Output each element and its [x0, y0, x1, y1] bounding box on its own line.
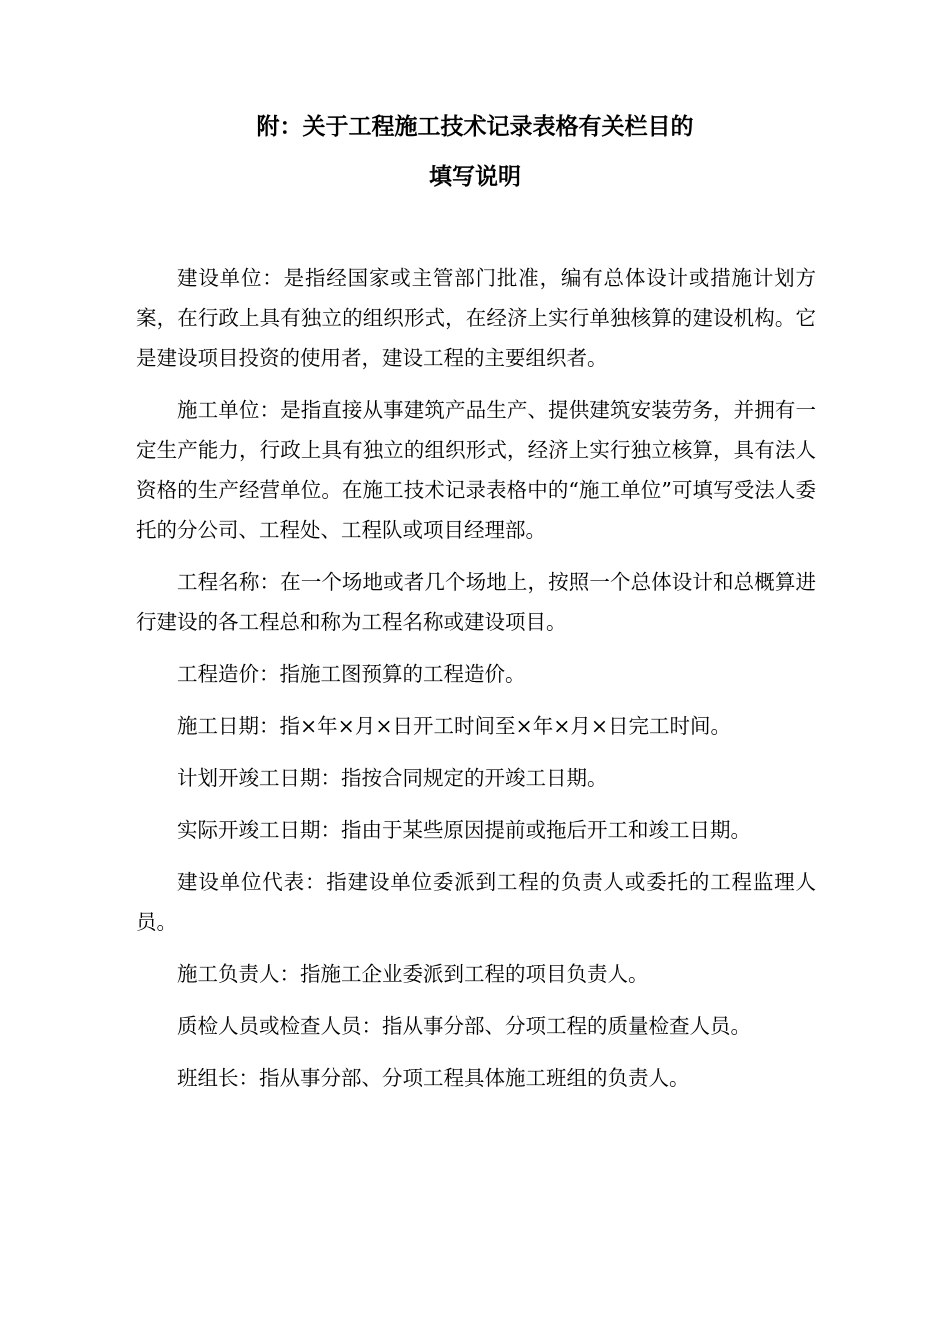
paragraph-owner-representative: 建设单位代表：指建设单位委派到工程的负责人或委托的工程监理人员。	[136, 870, 816, 934]
paragraph-contractor-unit: 施工单位：是指直接从事建筑产品生产、提供建筑安装劳务，并拥有一定生产能力，行政上具有独立的组织形式，经济上实行独立核算，具有法人资格的生产经营单位。在施工技术记录表格中的“施工单位”可填写受法人委托的分公司、工程处、工程队或项目经理部。	[136, 398, 816, 542]
paragraph-construction-manager: 施工负责人：指施工企业委派到工程的项目负责人。	[177, 962, 649, 986]
document-body	[136, 258, 816, 1110]
paragraph-project-cost: 工程造价：指施工图预算的工程造价。	[177, 662, 526, 686]
paragraph-quality-inspector: 质检人员或检查人员：指从事分部、分项工程的质量检查人员。	[177, 1014, 751, 1038]
paragraph-construction-dates: 施工日期：指×年×月×日开工时间至×年×月×日完工时间。	[177, 714, 732, 738]
paragraph-construction-unit: 建设单位：是指经国家或主管部门批准，编有总体设计或措施计划方案，在行政上具有独立的组织形式，在经济上实行单独核算的建设机构。它是建设项目投资的使用者，建设工程的主要组织者。	[136, 266, 816, 370]
paragraph-planned-dates: 计划开竣工日期：指按合同规定的开竣工日期。	[177, 766, 608, 790]
paragraph-team-leader: 班组长：指从事分部、分项工程具体施工班组的负责人。	[177, 1066, 690, 1090]
paragraph-project-name: 工程名称：在一个场地或者几个场地上，按照一个总体设计和总概算进行建设的各工程总和称为工程名称或建设项目。	[136, 570, 816, 634]
document-title-line-2: 填写说明	[429, 164, 521, 190]
document-title-line-1: 附：关于工程施工技术记录表格有关栏目的	[256, 114, 694, 140]
paragraph-actual-dates: 实际开竣工日期：指由于某些原因提前或拖后开工和竣工日期。	[177, 818, 751, 842]
